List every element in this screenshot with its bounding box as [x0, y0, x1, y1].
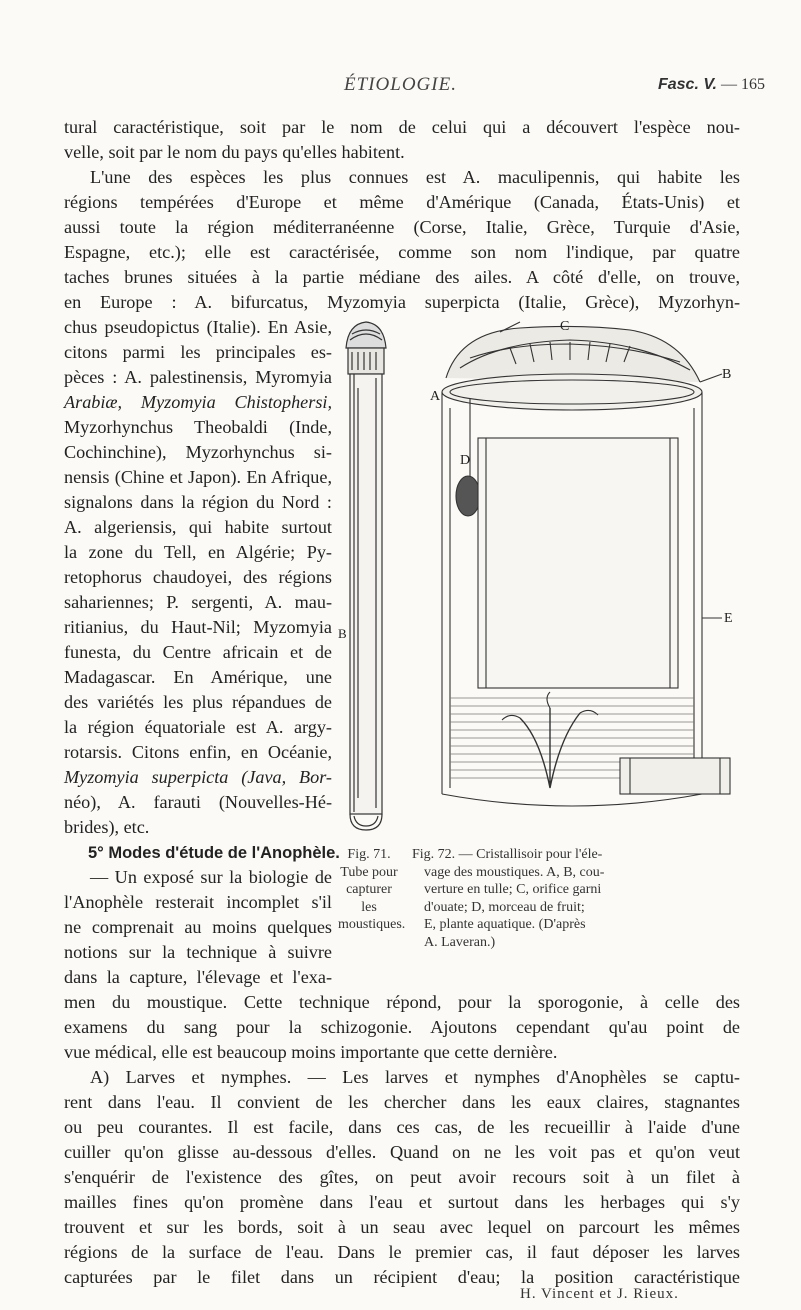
text-line: rotarsis. Citons enfin, en Océanie, [64, 742, 332, 762]
fig72-label-c: C [560, 319, 570, 334]
text-line: s'enquérir de l'existence des gîtes, on peut avoir recours soit à un filet à [64, 1167, 740, 1187]
fig71-caption [338, 846, 406, 934]
text-line: funesta, du Centre africain et de [64, 642, 332, 662]
fig72-label-a: A [430, 389, 441, 404]
text-line: signalons dans la région du Nord : [64, 492, 332, 512]
section-heading: 5° Modes d'étude de l'Anophèle. [88, 844, 340, 862]
fig72-caption-line: Fig. 72. — Cristallisoir pour l'éle- [412, 847, 603, 862]
figure-72-crystallizer [400, 318, 740, 838]
fig72-label-e: E [724, 611, 733, 626]
fig72-caption-line: A. Laveran.) [424, 934, 496, 950]
text-line: néo), A. farauti (Nouvelles-Hé- [64, 792, 332, 812]
text-line [90, 166, 740, 189]
fig72-caption-line: E, plante aquatique. (D'après [424, 917, 586, 932]
text-line: trouvent et sur les bords, soit à un seau avec lequel on parcourt les mêmes [64, 1217, 740, 1237]
fig71-caption-line: Tube pour [340, 864, 398, 880]
text-line: nensis (Chine et Japon). En Afrique, [64, 467, 332, 487]
text-line: mailles fines qu'on promène dans l'eau et surtout dans les herbages qui s'y [64, 1192, 740, 1212]
fig72-label-b: B [722, 367, 732, 382]
text-line: la région équatoriale est A. argy- [64, 717, 332, 737]
header-title: ÉTIOLOGIE. [344, 74, 457, 95]
text-line: men du moustique. Cette technique répond, pour la sporogonie, à celle des [64, 992, 740, 1012]
text-line: A. algeriensis, qui habite surtout [64, 517, 332, 537]
text-line: — Un exposé sur la biologie de [90, 867, 332, 887]
text-line: régions tempérées d'Europe et même d'Amérique (Canada, États-Unis) et [64, 192, 740, 212]
text-line: régions de la surface de l'eau. Dans le premier cas, il faut déposer les larves [64, 1242, 740, 1262]
text-line: notions sur la technique à suivre [64, 942, 332, 962]
header-fasc: Fasc. V. [657, 76, 717, 93]
text-line: ne comprenait au moins quelques [64, 917, 332, 937]
text-line: l'Anophèle resterait incomplet s'il [64, 892, 332, 912]
text-line: A) Larves et nymphes. — Les larves et nymphes d'Anophèles se captu- [90, 1067, 740, 1087]
fig72-caption-line: vage des moustiques. A, B, cou- [424, 864, 605, 880]
text-line: capturées par le filet dans un récipient d'eau; la position caractéristique [64, 1267, 740, 1287]
text-line: chus pseudopictus (Italie). En Asie, [64, 317, 332, 337]
text-line: examens du sang pour la schizogonie. Ajoutons cependant qu'au point de [64, 1017, 740, 1037]
text-line: la zone du Tell, en Algérie; Py- [64, 542, 332, 562]
text-line: aussi toute la région méditerranéenne (Corse, Italie, Grèce, Turquie d'Asie, [64, 217, 740, 237]
text-line: Madagascar. En Amérique, une [64, 667, 332, 687]
text-line: citons parmi les principales es- [64, 342, 332, 362]
fig72-caption-line: verture en tulle; C, orifice garni [424, 882, 602, 897]
text-line: Myzorhynchus Theobaldi (Inde, [64, 417, 332, 437]
text-line: Myzomyia superpicta (Java, Bor- [64, 767, 332, 787]
fig72-label-d: D [460, 453, 471, 468]
text-line: velle, soit par le nom du pays qu'elles habitent. [64, 142, 405, 162]
fig71-label-b: B [338, 626, 347, 641]
text-line: ritianius, du Haut-Nil; Myzomyia [64, 617, 332, 637]
text-line: Cochinchine), Myzorhynchus si- [64, 442, 332, 462]
text-line-content: L'une des espèces les plus connues est A. maculipennis, qui habite les [90, 167, 740, 187]
signature: H. Vincent et J. Rieux. [520, 1286, 679, 1302]
header-fasc-page [658, 76, 765, 94]
text-line: taches brunes situées à la partie médiane des ailes. A côté d'elle, on trouve, [64, 267, 740, 287]
text-line: tural caractéristique, soit par le nom de celui qui a découvert l'espèce nou- [64, 117, 740, 137]
figure-71-tube [338, 318, 394, 838]
text-line: vue médical, elle est beaucoup moins importante que cette dernière. [64, 1042, 558, 1062]
fig72-caption-line: d'ouate; D, morceau de fruit; [424, 899, 585, 915]
fig71-caption-line: capturer les [346, 882, 392, 915]
text-line: dans la capture, l'élevage et l'exa- [64, 967, 332, 987]
page-number: — 165 [721, 76, 765, 93]
text-line: sahariennes; P. sergenti, A. mau- [64, 592, 332, 612]
text-line: Arabiæ, Myzomyia Chistophersi, [64, 392, 332, 412]
text-line: cuiller qu'on glisse au-dessous d'elles. Quand on ne les voit pas et qu'on veut [64, 1142, 740, 1162]
running-header [0, 74, 801, 98]
fig72-caption [412, 846, 742, 951]
text-line: Espagne, etc.); elle est caractérisée, comme son nom l'indique, par quatre [64, 242, 740, 262]
text-line: ou peu courantes. Il est facile, dans ces cas, de les recueillir à l'aide d'une [64, 1117, 740, 1137]
text-line: brides), etc. [64, 817, 150, 837]
fig71-caption-line: Fig. 71. [347, 847, 391, 862]
text-line: pèces : A. palestinensis, Myromyia [64, 367, 332, 387]
fig71-caption-line: moustiques. [338, 917, 406, 932]
text-line: des variétés les plus répandues de [64, 692, 332, 712]
text-line: retophorus chaudoyei, des régions [64, 567, 332, 587]
text-line: en Europe : A. bifurcatus, Myzomyia superpicta (Italie, Grèce), Myzorhyn- [64, 292, 740, 312]
text-line: rent dans l'eau. Il convient de les chercher dans les eaux claires, stagnantes [64, 1092, 740, 1112]
